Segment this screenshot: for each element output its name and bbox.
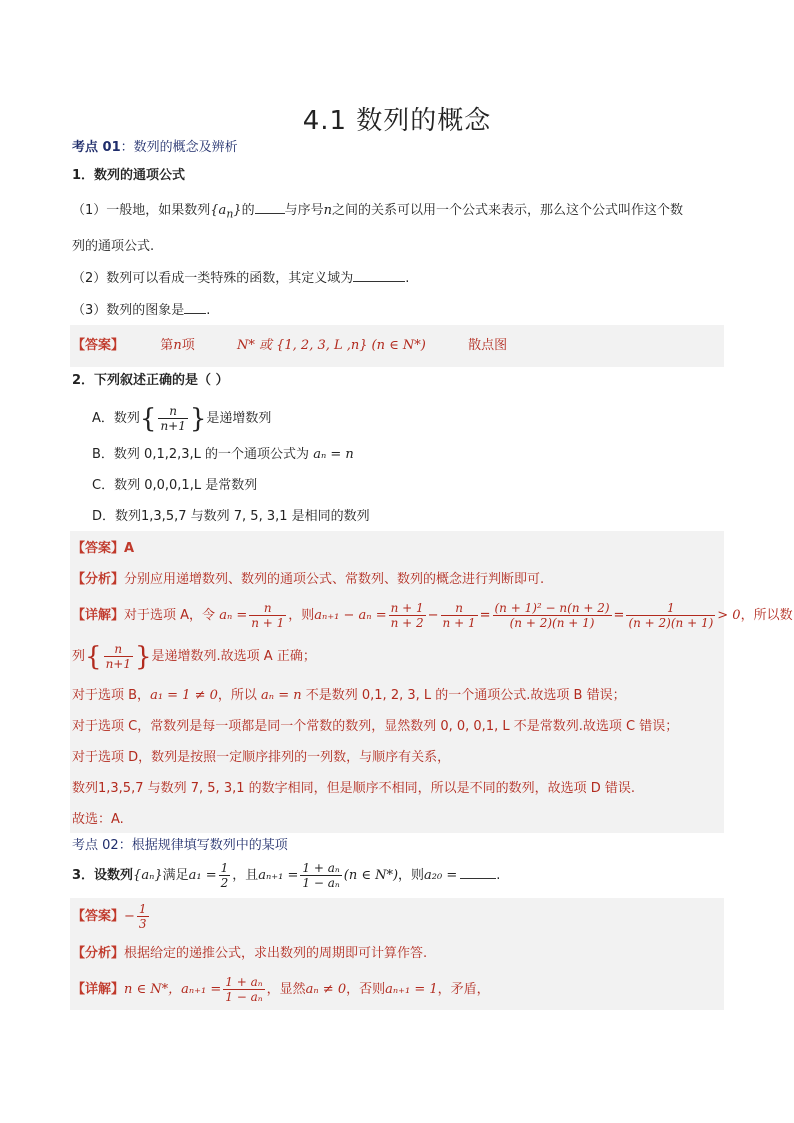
- question-1-heading: 1．数列的通项公式: [72, 168, 186, 183]
- section-text: ：根据规律填写数列中的某项: [118, 838, 288, 853]
- section-label: 考点 01: [72, 140, 121, 155]
- detail-2-line-2: 列{ $\frac{n}{n+1}$ }是递增数列.故选项 A 正确；: [72, 641, 316, 672]
- answer-1: 【答案】 第n项 N* 或 {1, 2, 3, L ,n} (n ∈ N*) 散点图: [72, 338, 508, 353]
- question-1-line-3: （2）数列可以看成一类特殊的函数，其定义域为 .: [72, 271, 410, 286]
- answer-blank: [353, 269, 405, 282]
- detail-3: 【详解】n ∈ N*，aₙ₊₁ = $\frac{\text{1 + aₙ}}{\text{1 − aₙ}}$ ，显然aₙ ≠ 0，否则aₙ₊₁ = 1，矛盾，: [72, 975, 490, 1004]
- analysis-3: 【分析】根据给定的递推公式，求出数列的周期即可计算作答.: [72, 946, 428, 961]
- section-heading-1: [72, 138, 238, 158]
- option-a[interactable]: A．数列{ $\frac{n}{n+1}$ }是递增数列: [92, 403, 272, 434]
- detail-2-line-4: 对于选项 C，常数列是每一项都是同一个常数的数列，显然数列 0, 0, 0,1, L 不是常数列.故选项 C 错误；: [72, 719, 679, 734]
- answer-blank: [460, 866, 496, 879]
- analysis-2: 【分析】分别应用递增数列、数列的通项公式、常数列、数列的概念进行判断即可.: [72, 572, 545, 587]
- question-1-line-2: 列的通项公式.: [72, 239, 155, 254]
- detail-2-line-6: 数列1,3,5,7 与数列 7, 5, 3,1 的数字相同，但是顺序不相同，所以是不同的数列，故选项 D 错误.: [72, 781, 636, 796]
- option-b[interactable]: B．数列 0,1,2,3,L 的一个通项公式为 aₙ = n: [92, 447, 354, 462]
- detail-2-line-1: 【详解】对于选项 A，令 aₙ = $\frac{n}{n + 1}$ ，则aₙ₊₁ − aₙ = $\frac{n + 1}{n + 2}$ − $\frac{n}{n + 1}$ = $\frac{\text{(n + 1)² − n(n + 2)}}{(n + 2)(n + 1)}$ = $\frac{1}{(n + 2)(n + 1)}$ > 0，所以数: [72, 601, 793, 630]
- question-3: 3．设数列{aₙ}满足a₁ = $\frac{1}{2}$ ，且aₙ₊₁ = $\frac{\text{1 + aₙ}}{\text{1 − aₙ}}$ (n ∈ N*)，则a₂₀ = .: [72, 861, 501, 890]
- answer-blank: [184, 301, 206, 314]
- question-1-line-4: （3）数列的图象是 .: [72, 303, 211, 318]
- option-c[interactable]: C．数列 0,0,0,1,L 是常数列: [92, 478, 258, 493]
- option-d[interactable]: D．数列1,3,5,7 与数列 7, 5, 3,1 是相同的数列: [92, 509, 370, 524]
- page-title: 4.1 数列的概念: [302, 106, 492, 136]
- detail-2-line-5: 对于选项 D，数列是按照一定顺序排列的一列数，与顺序有关系，: [72, 750, 451, 765]
- answer-blank: [255, 201, 285, 214]
- section-text: ：数列的概念及辨析: [120, 140, 238, 155]
- detail-2-line-3: 对于选项 B，a₁ = 1 ≠ 0，所以 aₙ = n 不是数列 0,1, 2, 3, L 的一个通项公式.故选项 B 错误；: [72, 688, 626, 703]
- section-heading-2: [72, 836, 288, 856]
- section-label: 考点 02: [72, 838, 119, 853]
- detail-2-line-7: 故选：A.: [72, 812, 124, 827]
- answer-3: 【答案】− $\frac{1}{3}$: [72, 902, 147, 931]
- question-1-line-1: （1）一般地，如果数列$\{a_n\}$的 与序号n之间的关系可以用一个公式来表示，那么这个公式叫作这个数: [72, 203, 683, 221]
- question-2-heading: 2．下列叙述正确的是（ ）: [72, 373, 229, 388]
- answer-2: 【答案】A: [72, 541, 135, 556]
